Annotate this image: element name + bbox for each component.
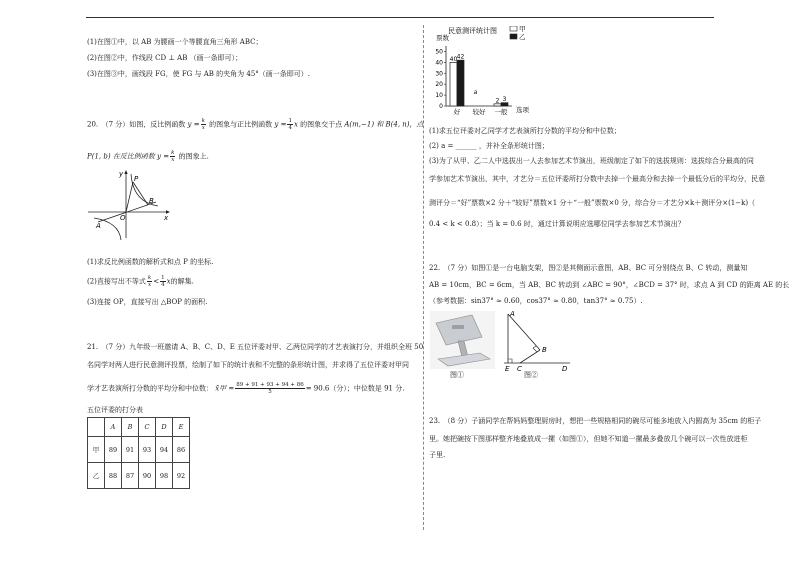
score-cell: 93 [139,437,156,463]
q20-sub3: (3)连接 OP，直接写出 △BOP 的面积. [87,298,208,306]
frac-num: 89 + 91 + 93 + 94 + 86 [236,382,304,388]
label-B: B [149,197,154,205]
q23-line1: 23. （8 分）子涵同学在帮妈妈整理厨房时，想把一些规格相同的碗尽可能多地放入内圆高为 35cm 的柜子 [429,417,762,425]
vote-bar-chart [428,26,538,118]
q19-item-1: (1)在图①中，以 AB 为腰画一个等腰直角三角形 ABC； [87,38,263,46]
row-name: 甲 [88,437,105,463]
q21-sub2: (2) a = ______ ，并补全条形统计图； [429,142,549,150]
bar-甲 [450,62,457,106]
q20-x-var: x [293,120,298,129]
frac-num: k [171,150,175,156]
q20-line1 [87,118,424,131]
label-B: B [542,346,547,354]
frac-den: x [148,282,152,288]
segment-AB [508,314,540,350]
score-cell: 87 [122,463,139,489]
q21-line1: 21. （7 分）九年级一班邀请 A、B、C、D、E 五位评委对甲、乙两位同学的才艺表演打分，并组织全班 50 [87,343,424,351]
frac-num: k [201,118,205,124]
q20-k-over-x [201,118,206,131]
label-D: D [562,365,568,373]
bar-data-label: a [473,89,478,96]
legend-label: 甲 [519,26,526,33]
q20-text-c: 的图象交于点 [300,120,343,129]
score-cell: 88 [105,463,122,489]
q20-intro: 20. （7 分）如图，反比例函数 [87,120,186,129]
y-tick-label: 20 [435,81,443,89]
table-header-cell: B [122,418,139,437]
chart-title: 民意测评统计图 [448,27,497,35]
bar-data-label: 40 [449,55,458,63]
x-tick-label: 好 [453,108,461,116]
header-rule [86,17,714,18]
q21-sub3-l2: 学参加艺术节演出，其中，才艺分＝五位评委所打分数中去掉一个最高分和去掉一个最低分后的平均分，民意 [429,175,765,183]
x-tick-label: 较好 [472,108,486,116]
bar-data-label: 2 [495,97,500,105]
table-header-cell: D [156,418,173,437]
y-tick-label: 10 [435,92,443,100]
chart-bars [450,54,508,106]
frac-den: 4 [161,282,165,288]
q21-line3-a: 学才艺表演所打分数的平均分和中位数： [87,384,213,393]
q20-quarter [287,118,293,131]
q20-sub2-lt: < [153,277,160,286]
table-header-cell: E [173,418,190,437]
bar-data-label: 42 [456,53,465,61]
q20-sub2-b: 的解集. [170,277,194,286]
stand-side-diagram [500,306,578,374]
q23-line3: 子里. [429,451,446,459]
legend-label: 乙 [519,33,526,41]
q21-line3 [87,382,404,395]
frac-den: 5 [268,389,272,395]
label-A: A [510,310,515,318]
score-cell: 86 [173,437,190,463]
score-cell: 89 [105,437,122,463]
q20-sub2-x: x [166,277,171,286]
table-row [88,437,190,463]
label-x: x [164,214,169,222]
label-P: P [134,175,139,183]
bar-data-label: 3 [502,96,507,104]
table-header-cell: C [139,418,156,437]
q20-y-eq-2: y = [274,120,287,129]
frac-num: 1 [161,275,165,281]
x-tick-label: 一般 [494,108,508,116]
stand-handle [452,325,464,329]
y-axis-arrow [124,170,127,174]
q20-graph [86,166,176,242]
q21-line2: 名同学对两人进行民意测评投票，绘制了如下的统计表和不完整的条形统计图，并求得了五位评委对甲同 [87,361,409,369]
legend-swatch-甲 [510,26,517,31]
q23-line2: 里。她把碗按下图那样整齐地叠放成一摞（如图①），但她不知道一摞最多叠放几个碗可以一次性放进柜 [429,435,748,443]
laptop-stand-photo [430,311,495,369]
label-y: y [119,170,124,178]
label-E: E [505,365,510,373]
q20-y-eq-3: y = [157,152,170,161]
q21-sub3-l3: 测评分＝“好”票数×2 分＋“较好”票数×1 分＋“一般”票数×0 分，综合分＝才艺分×k＋测评分×(1−k)（ [429,199,756,207]
q20-text-e: 的图象上. [178,152,209,161]
score-cell: 98 [156,463,173,489]
q21-sub3-l1: (3)为了从甲、乙二人中选拔出一人去参加艺术节演出，班级制定了如下的选拔规则：选拔综合分最高的同 [429,157,754,165]
table-row [88,463,190,489]
frac-num: 1 [288,118,292,124]
segment-PB [133,182,148,205]
q20-y-eq: y = [187,120,200,129]
q20-sub2-quarter [160,275,166,288]
y-tick-label: 50 [435,48,443,56]
q22-line1: 22. （7 分）如图①是一台电脑支架，图②是其侧面示意图，AB、BC 可分别绕点 B、C 转动，测量知 [429,264,748,272]
legend-swatch-乙 [510,34,517,39]
fig2-label: 图② [524,371,538,379]
label-O: O [120,214,126,222]
score-cell: 92 [173,463,190,489]
table-header-cell [88,418,105,437]
q20-sub1: (1)求反比例函数的解析式和点 P 的坐标. [87,258,214,266]
q21-mean-fraction [235,382,304,395]
q20-sub2-k-over-x [147,275,152,288]
table-header-row [88,418,190,437]
q20-line2 [87,150,209,163]
q20-p-intro: P(1, b) 在反比例函数 [87,152,155,161]
score-cell: 94 [156,437,173,463]
score-table [87,417,190,489]
chart-ylabel: 票数 [436,34,449,42]
y-tick-label: 0 [439,103,443,110]
q19-item-3: (3)在图③中，画线段 FG，使 FG 与 AB 的夹角为 45°（画一条即可）. [87,70,310,78]
chart-legend [510,26,526,41]
q21-sub1: (1)求五位评委对乙同学才艺表演所打分数的平均分和中位数； [429,127,621,135]
q22-line3: （参考数据：sin37° ≈ 0.60，cos37° ≈ 0.80，tan37° ≈ 0.75）. [429,297,643,305]
frac-den: 4 [288,125,292,131]
q21-sub3-l4: 0.4 < k < 0.8）；当 k = 0.6 时，通过计算说明应选哪位同学去参加艺术节演出？ [429,220,685,228]
score-cell: 91 [122,437,139,463]
y-tick-label: 30 [435,70,443,78]
y-tick-label: 40 [435,59,443,67]
q19-item-2: (2)在图②中，作线段 CD ⊥ AB （画一条即可）； [87,54,243,62]
frac-num: k [147,275,152,281]
right-angle-mark [533,346,537,352]
column-divider [423,25,424,530]
score-cell: 90 [139,463,156,489]
table-header-cell: A [105,418,122,437]
q20-sub2-a: (2)直接写出不等式 [87,277,146,286]
score-table-title: 五位评委的打分表 [87,406,143,414]
frac-den: x [201,125,205,131]
chart-xlabel: 选项 [516,106,529,114]
q22-line2: AB = 10cm，BC = 6cm，当 AB、BC 转动到 ∠ABC = 90°，∠BCD = 37° 时，求点 A 到 CD 的距离 AE 的长 [429,281,790,289]
label-A: A [96,222,101,230]
right-angle-mark-E [508,359,512,363]
q20-text-b: 的图象与正比例函数 [209,120,273,129]
segment-OP [126,182,133,212]
q21-mean-symbol: x̄甲 = [215,384,235,393]
bar-乙 [457,60,464,106]
q20-text-d: A(m,−1) 和 B(4, n)，点 [344,120,424,129]
q20-sub2 [87,275,194,288]
label-C: C [517,365,522,373]
q21-line3-b: = 90.6（分）；中位数是 91 分. [305,384,405,393]
row-name: 乙 [88,463,105,489]
fig1-label: 图① [450,371,464,379]
q20-k-over-x-2 [170,150,175,163]
frac-den: x [171,157,175,163]
